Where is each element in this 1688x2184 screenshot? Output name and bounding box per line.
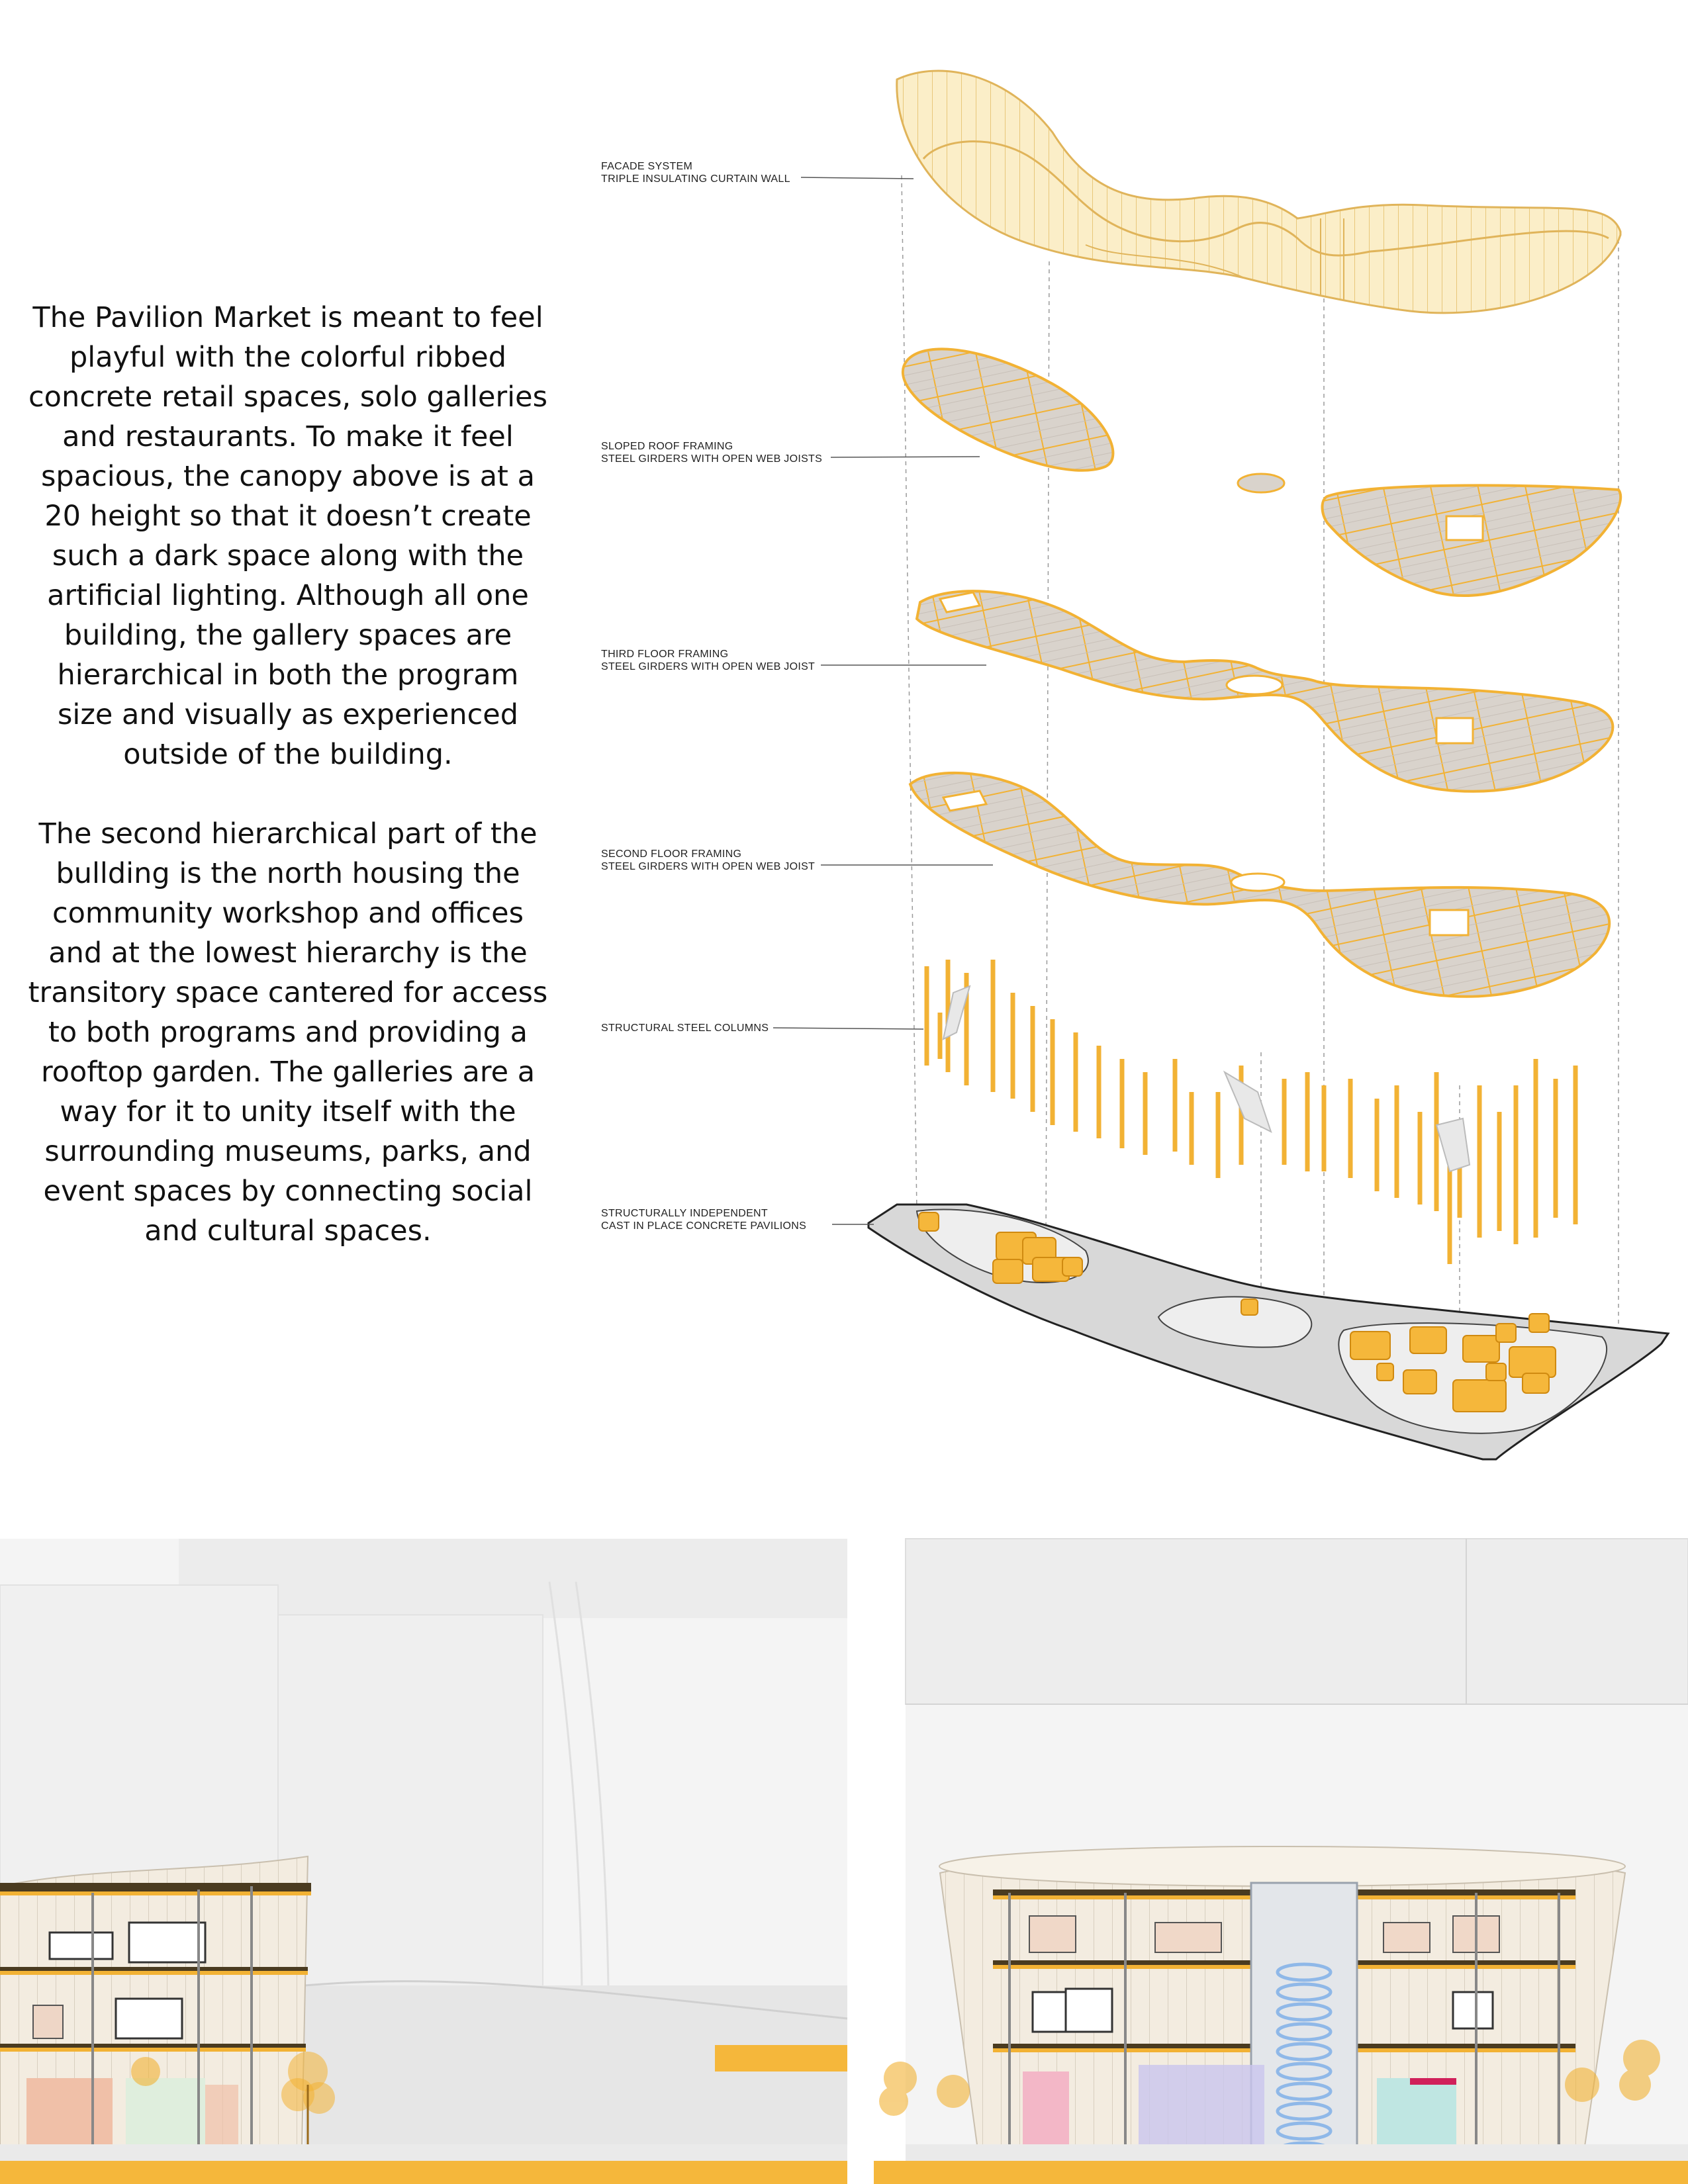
callout-concrete-pavilions	[601, 1207, 806, 1232]
callout-line: THIRD FLOOR FRAMING	[601, 649, 729, 660]
elevation-left	[0, 1539, 847, 2184]
exploded-axonometric	[773, 71, 1668, 1459]
callout-line: STEEL GIRDERS WITH OPEN WEB JOISTS	[601, 453, 823, 465]
callout-line: SLOPED ROOF FRAMING	[601, 441, 733, 452]
callout-line: TRIPLE INSULATING CURTAIN WALL	[601, 173, 790, 185]
callout-line: STRUCTURALLY INDEPENDENT	[601, 1208, 768, 1219]
elevation-right	[874, 1539, 1688, 2184]
callout-structural-columns	[601, 1022, 769, 1034]
sloped-roof-layer	[903, 349, 1620, 596]
project-narrative	[26, 298, 549, 1291]
callout-leaders	[773, 177, 993, 1224]
second-floor-layer	[910, 773, 1609, 997]
callout-third-floor	[601, 648, 815, 673]
narrative-paragraph-2: The second hierarchical part of the bullding is the north housing the community workshop and offices and at the lowest hierarchy is the transitory space cantered for access to both programs and providing a rooftop garden. The galleries are a way for it to unity itself with the surrounding museums, parks, and event spaces by connecting social and cultural spaces.	[28, 817, 548, 1248]
callout-line: SECOND FLOOR FRAMING	[601, 848, 742, 860]
callout-line: CAST IN PLACE CONCRETE PAVILIONS	[601, 1220, 807, 1232]
third-floor-layer	[917, 591, 1613, 792]
narrative-paragraph-1: The Pavilion Market is meant to feel playful with the colorful ribbed concrete retail spaces, solo galleries and restaurants. To make it feel spacious, the canopy above is at a 20 height so that it doesn’t create such a dark space along with the artificial lighting. Although all one building, the gallery spaces are hierarchical in both the program size and visually as experienced outside of the building.	[28, 301, 547, 771]
concrete-pavilions-layer	[868, 1205, 1668, 1459]
callout-line: STEEL GIRDERS WITH OPEN WEB JOIST	[601, 661, 816, 672]
callout-facade-system	[601, 160, 790, 185]
stair-elements	[943, 986, 1470, 1171]
callout-line: FACADE SYSTEM	[601, 161, 693, 172]
callout-sloped-roof	[601, 440, 822, 465]
callout-second-floor	[601, 848, 815, 873]
callout-line: STEEL GIRDERS WITH OPEN WEB JOIST	[601, 861, 816, 872]
facade-system-layer	[897, 71, 1620, 313]
callout-line: STRUCTURAL STEEL COLUMNS	[601, 1023, 769, 1034]
